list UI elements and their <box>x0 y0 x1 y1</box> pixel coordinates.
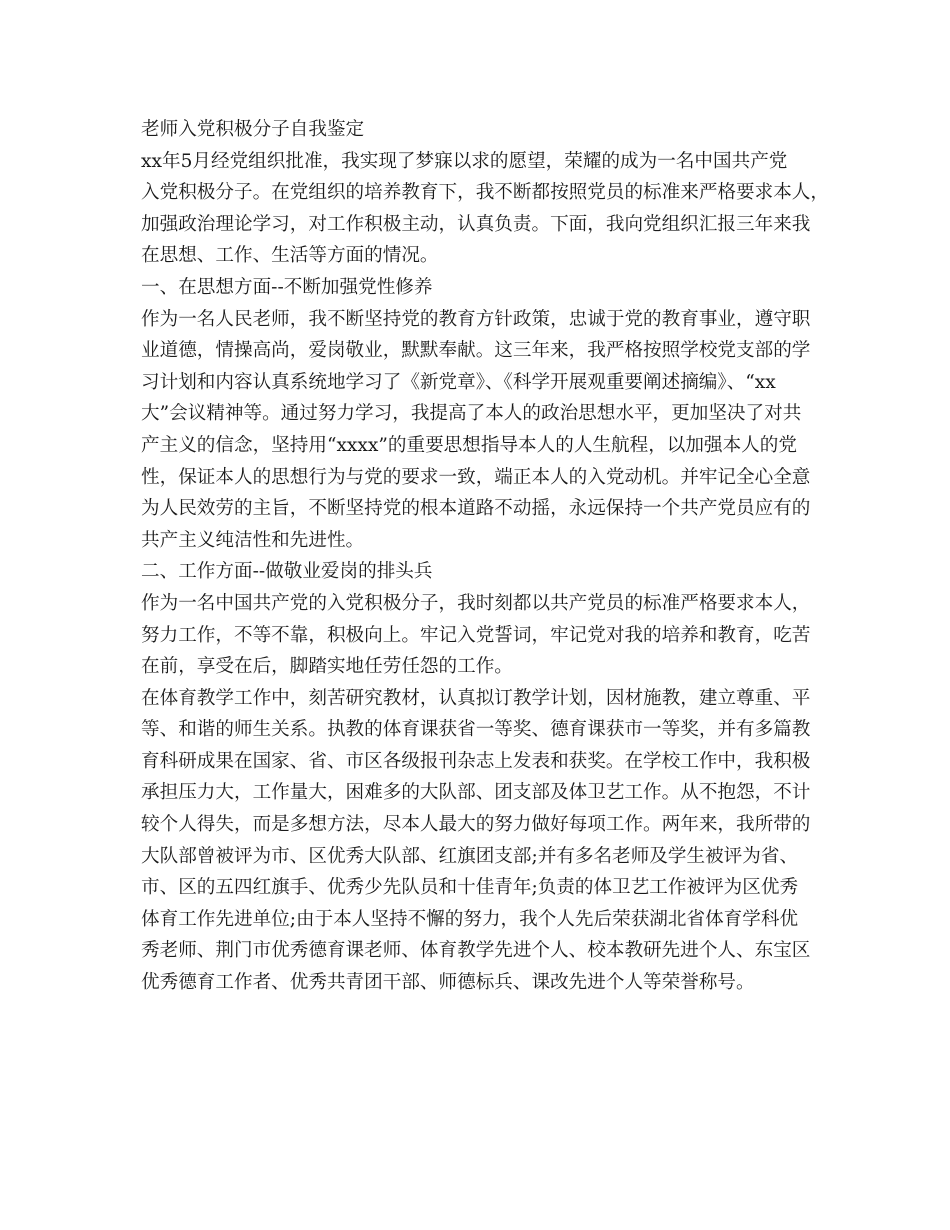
document-title: 老师入党积极分子自我鉴定 <box>141 119 365 140</box>
section-heading: 二、工作方面--做敬业爱岗的排头兵 <box>141 561 433 583</box>
text-line: xx年5月经党组织批准，我实现了梦寐以求的愿望，荣耀的成为一名中国共产党 <box>141 150 788 172</box>
text-line: 较个人得失，而是多想方法，尽本人最大的努力做好每项工作。两年来，我所带的 <box>141 814 811 836</box>
text-line: 市、区的五四红旗手、优秀少先队员和十佳青年;负责的体卫艺工作被评为区优秀 <box>141 877 799 899</box>
text-line: 大”会议精神等。通过努力学习，我提高了本人的政治思想水平，更加坚决了对共 <box>141 403 802 425</box>
text-line: 性，保证本人的思想行为与党的要求一致，端正本人的入党动机。并牢记全心全意 <box>141 466 811 488</box>
text-line: 在体育教学工作中，刻苦研究教材，认真拟订教学计划，因材施教，建立尊重、平 <box>141 687 811 709</box>
text-line: 优秀德育工作者、优秀共青团干部、师德标兵、课改先进个人等荣誉称号。 <box>141 972 755 994</box>
text-line: 作为一名中国共产党的入党积极分子，我时刻都以共产党员的标准严格要求本人， <box>141 592 811 614</box>
text-line: 业道德，情操高尚，爱岗敬业，默默奉献。这三年来，我严格按照学校党支部的学 <box>141 340 811 362</box>
text-line: 体育工作先进单位;由于本人坚持不懈的努力，我个人先后荣获湖北省体育学科优 <box>141 908 799 930</box>
section-heading: 一、在思想方面--不断加强党性修养 <box>141 276 433 298</box>
text-line: 努力工作，不等不靠，积极向上。牢记入党誓词，牢记党对我的培养和教育，吃苦 <box>141 624 811 646</box>
text-line: 秀老师、荆门市优秀德育课老师、体育教学先进个人、校本教研先进个人、东宝区 <box>141 940 811 962</box>
text-line: 加强政治理论学习，对工作积极主动，认真负责。下面，我向党组织汇报三年来我 <box>141 213 811 235</box>
text-line: 为人民效劳的主旨，不断坚持党的根本道路不动摇，永远保持一个共产党员应有的 <box>141 498 811 520</box>
document-body <box>141 114 831 999</box>
text-line: 作为一名人民老师，我不断坚持党的教育方针政策，忠诚于党的教育事业，遵守职 <box>141 308 811 330</box>
text-line: 习计划和内容认真系统地学习了《新党章》、《科学开展观重要阐述摘编》、“xx <box>141 371 776 393</box>
text-line: 产主义的信念，坚持用“xxxx”的重要思想指导本人的人生航程，以加强本人的党 <box>141 434 797 456</box>
text-line: 承担压力大，工作量大，困难多的大队部、团支部及体卫艺工作。从不抱怨，不计 <box>141 782 811 804</box>
text-line: 在思想、工作、生活等方面的情况。 <box>141 245 439 267</box>
text-line: 共产主义纯洁性和先进性。 <box>141 529 365 551</box>
text-line: 育科研成果在国家、省、市区各级报刊杂志上发表和获奖。在学校工作中，我积极 <box>141 750 811 772</box>
text-line: 在前，享受在后，脚踏实地任劳任怨的工作。 <box>141 656 513 678</box>
text-line: 入党积极分子。在党组织的培养教育下，我不断都按照党员的标准来严格要求本人， <box>141 182 829 204</box>
text-line: 等、和谐的师生关系。执教的体育课获省一等奖、德育课获市一等奖，并有多篇教 <box>141 719 811 741</box>
text-line: 大队部曾被评为市、区优秀大队部、红旗团支部;并有多名老师及学生被评为省、 <box>141 845 799 867</box>
